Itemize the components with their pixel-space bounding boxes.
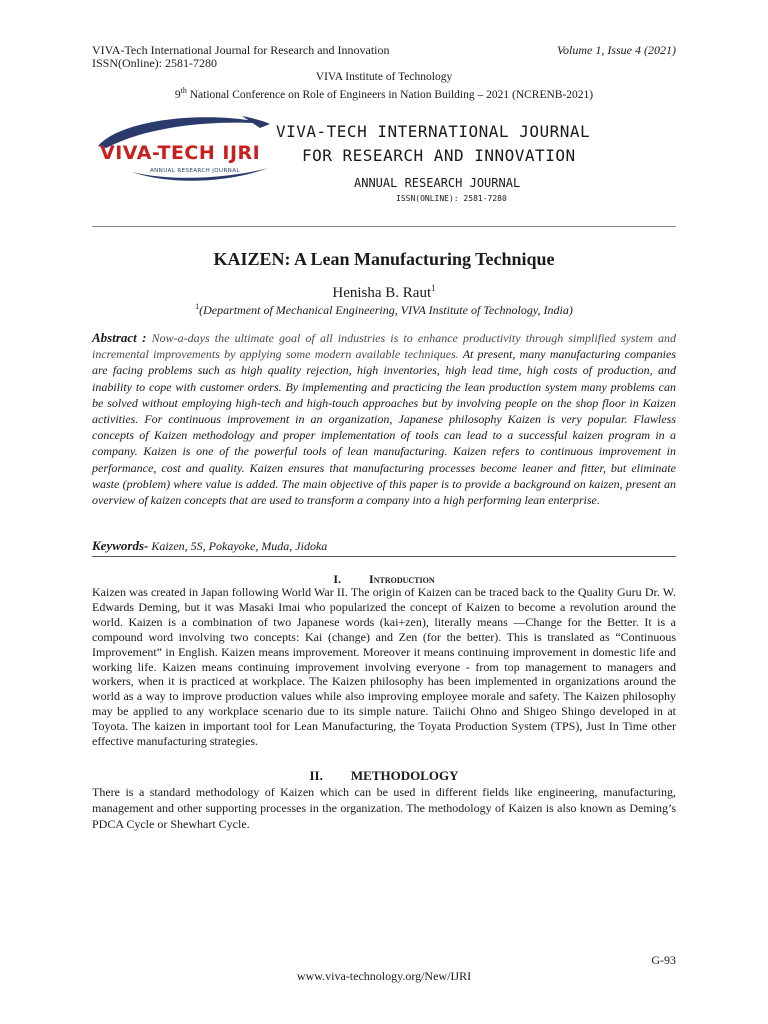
- abstract-body: At present, many manufacturing companies are facing problems such as high quality rejection, high inventories, high lead time, high costs of production, and inability to cope with customer orders. By implementing and practicing the lean production system many problems can be solved without employing high-tech and high-touch approaches but by involving people on the shop floor in Kaizen activities. For continuous improvement in an organization, Japanese philosophy Kaizen is very popular. Flawless concepts of Kaizen methodology and proper implementation of tools can lead to a successful kaizen program in a company. Kaizen is one of the powerful tools of lean manufacturing. Kaizen refers to continuous improvement in performance, cost and quality. Kaizen ensures that manufacturing processes become leaner and fitter, but eliminate waste (problem) where value is added. The main objective of this paper is to provide a background on kaizen, present an overview of kaizen concepts that are used to transform a company into a high performing lean enterprise.: [92, 347, 676, 508]
- volume-issue: Volume 1, Issue 4 (2021): [557, 43, 676, 57]
- keywords-line: [92, 538, 327, 554]
- conference-header: [0, 70, 768, 102]
- paper-title: KAIZEN: A Lean Manufacturing Technique: [213, 249, 555, 269]
- author-line: [0, 283, 768, 302]
- page-number: G-93: [651, 953, 676, 967]
- section-heading-methodology: [0, 768, 768, 784]
- banner-issn: ISSN(ONLINE): 2581-7280: [396, 194, 507, 203]
- author-name: Henisha B. Raut: [332, 285, 432, 301]
- section-title: Introduction: [369, 572, 435, 586]
- banner-title-line1: VIVA-TECH INTERNATIONAL JOURNAL: [276, 122, 591, 141]
- logo-tagline: ANNUAL RESEARCH JOURNAL: [150, 168, 240, 174]
- affiliation-marker: 1: [195, 302, 200, 311]
- conference-ordinal: 9: [174, 88, 181, 101]
- section-number: I.: [333, 572, 342, 586]
- institute-name: VIVA Institute of Technology: [315, 71, 453, 83]
- footer-url: www.viva-technology.org/New/IJRI: [296, 969, 472, 983]
- abstract-block: [92, 330, 676, 508]
- conference-ordinal-suffix: th: [180, 86, 187, 95]
- journal-name: VIVA-Tech International Journal for Research and Innovation: [92, 43, 390, 57]
- logo-wordmark: VIVA-TECH IJRI: [100, 142, 261, 164]
- conference-name: [0, 84, 768, 102]
- abstract-label: Abstract :: [92, 330, 147, 345]
- banner-subtitle: ANNUAL RESEARCH JOURNAL: [354, 176, 521, 190]
- affiliation-line: [0, 302, 768, 318]
- affiliation-text: (Department of Mechanical Engineering, VIVA Institute of Technology, India): [199, 303, 573, 317]
- keywords-label: Keywords-: [92, 538, 149, 553]
- conference-title: National Conference on Role of Engineers in Nation Building – 2021 (NCRENB-2021): [186, 88, 594, 101]
- banner-divider: [92, 226, 676, 227]
- section-title: METHODOLOGY: [350, 768, 459, 783]
- introduction-paragraph: Kaizen was created in Japan following World War II. The origin of Kaizen can be traced back to the Quality Guru Dr. W. Edwards Deming, but it was Masaki Imai who popularized the concept of Kaizen to become a revolution around the world. Kaizen is a combination of two Japanese words (kai+zen), literally means —Change for the Better. It is a compound word involving two concepts: Kai (change) and Zen (for the better). This is translated as “Continuous Improvement” in English. Kaizen means improvement. Moreover it means continuing improvement in domestic life and working life. Kaizen means continuing improvement involving everyone - from top management to managers and workers, when it is practiced at workplace. The Kaizen philosophy has been implemented in organizations around the world as a way to improve production values while also improving employee morale and safety. The Kaizen philosophy may be applied to any workplace scenario due to its simple nature. Taiichi Ohno and Shigeo Shingo developed in at Toyota. The kaizen in important tool for Lean Manufacturing, the Toyata Production System (TPS), Just In Time other effective manufacturing strategies.: [92, 585, 676, 749]
- section-number: II.: [309, 768, 323, 783]
- issn-online: ISSN(Online): 2581-7280: [92, 56, 217, 70]
- abstract-lead: Now-a-days the ultimate goal of all industries is to enhance productivity through simplified system and incremental improvements by applying some modern available techniques.: [92, 331, 676, 362]
- methodology-paragraph: There is a standard methodology of Kaizen which can be used in different fields like engineering, manufacturing, management and other supporting processes in the organization. The methodology of Kaizen is also known as Deming’s PDCA Cycle or Shewhart Cycle.: [92, 785, 676, 832]
- keywords-values: Kaizen, 5S, Pokayoke, Muda, Jidoka: [148, 539, 328, 553]
- author-affil-marker: 1: [431, 283, 436, 293]
- keywords-divider: [92, 556, 676, 557]
- banner-title-line2: FOR RESEARCH AND INNOVATION: [302, 146, 576, 165]
- running-header-left: [92, 44, 390, 70]
- journal-logo: [92, 112, 272, 184]
